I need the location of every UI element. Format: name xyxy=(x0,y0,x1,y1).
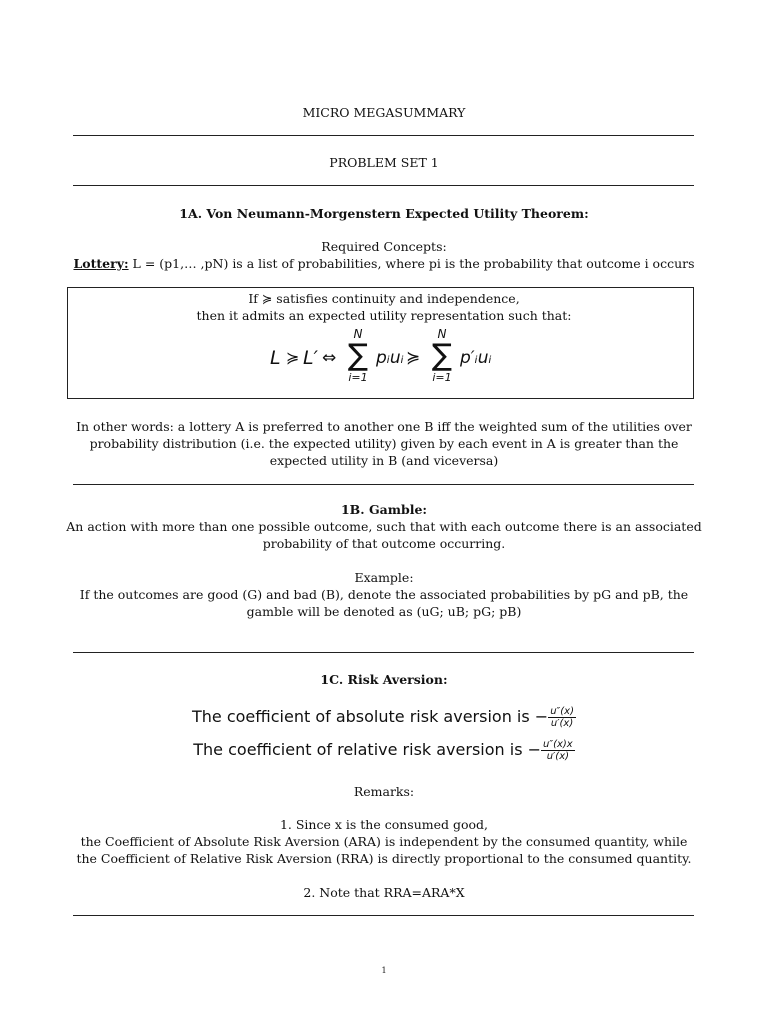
sum-1 xyxy=(343,328,373,384)
formula-term-2: p′ᵢuᵢ xyxy=(460,348,492,368)
divider xyxy=(73,135,694,136)
rra-numerator: u″(x)x xyxy=(543,739,573,750)
formula-iff: ⇔ xyxy=(322,348,337,368)
formula-pref: ≽ xyxy=(286,348,300,367)
example-label: Example: xyxy=(354,570,414,585)
theorem-line-1: If ≽ satisfies continuity and independence, xyxy=(248,291,520,306)
ara-fraction xyxy=(548,706,576,729)
rra-formula xyxy=(0,739,768,769)
gamble-def-line-1: An action with more than one possible outcome, such that with each outcome there is an associated xyxy=(66,519,702,534)
sum-2-bottom: i=1 xyxy=(432,371,452,384)
formula-term-1: pᵢuᵢ xyxy=(376,348,404,368)
ara-formula xyxy=(0,706,768,736)
rra-denominator: u′(x) xyxy=(546,751,570,762)
remarks-label: Remarks: xyxy=(353,784,415,799)
formula-Lprime: L′ xyxy=(303,347,318,369)
section-1a-heading: 1A. Von Neumann-Morgenstern Expected Utility Theorem: xyxy=(179,206,589,221)
sum-2-symbol: ∑ xyxy=(431,338,453,373)
remark-1-line-1: 1. Since x is the consumed good, xyxy=(279,817,489,832)
expected-utility-formula xyxy=(0,328,768,394)
lottery-term: Lottery: xyxy=(73,256,129,271)
divider xyxy=(73,652,694,653)
formula-L: L xyxy=(270,347,281,369)
ara-numerator: u″(x) xyxy=(550,706,574,717)
section-1b-heading: 1B. Gamble: xyxy=(340,502,428,517)
example-line-1: If the outcomes are good (G) and bad (B), denote the associated probabilities by pG and pB, the xyxy=(79,587,689,602)
divider xyxy=(73,185,694,186)
theorem-line-2: then it admits an expected utility representation such that: xyxy=(196,308,572,323)
formula-geq: ≽ xyxy=(406,348,421,368)
document-title: MICRO MEGASUMMARY xyxy=(302,105,466,120)
remark-1-line-2: the Coefficient of Absolute Risk Aversion (ARA) is independent by the consumed quantity, while xyxy=(80,834,688,849)
divider xyxy=(73,484,694,485)
sum-1-bottom: i=1 xyxy=(348,371,368,384)
explanation-line-1: In other words: a lottery A is preferred to another one B iff the weighted sum of the utilities over xyxy=(76,419,692,434)
problem-set-title: PROBLEM SET 1 xyxy=(329,155,439,170)
lottery-definition xyxy=(0,255,768,272)
example-line-2: gamble will be denoted as (uG; uB; pG; pB) xyxy=(246,604,522,619)
sum-1-symbol: ∑ xyxy=(347,338,369,373)
sum-2 xyxy=(427,328,457,384)
required-concepts-label: Required Concepts: xyxy=(321,239,447,254)
ara-denominator: u′(x) xyxy=(550,718,574,729)
sum-2-top: N xyxy=(437,327,447,341)
rra-text: The coefficient of relative risk aversion is − xyxy=(193,740,542,759)
explanation-line-2: probability distribution (i.e. the expected utility) given by each event in A is greater than the xyxy=(89,436,679,451)
gamble-def-line-2: probability of that outcome occurring. xyxy=(262,536,506,551)
remark-1-line-3: the Coefficient of Relative Risk Aversion (RRA) is directly proportional to the consumed quantity. xyxy=(76,851,692,866)
ara-text: The coefficient of absolute risk aversion is − xyxy=(192,707,549,726)
remark-2: 2. Note that RRA=ARA*X xyxy=(303,885,465,900)
section-1c-heading: 1C. Risk Aversion: xyxy=(320,672,448,687)
lottery-text: L = (p1,… ,pN) is a list of probabilities, where pi is the probability that outcome i occurs xyxy=(128,256,695,271)
explanation-line-3: expected utility in B (and viceversa) xyxy=(269,453,499,468)
sum-1-top: N xyxy=(353,327,363,341)
rra-fraction xyxy=(541,739,575,762)
page-number: 1 xyxy=(381,966,387,975)
divider xyxy=(73,915,694,916)
